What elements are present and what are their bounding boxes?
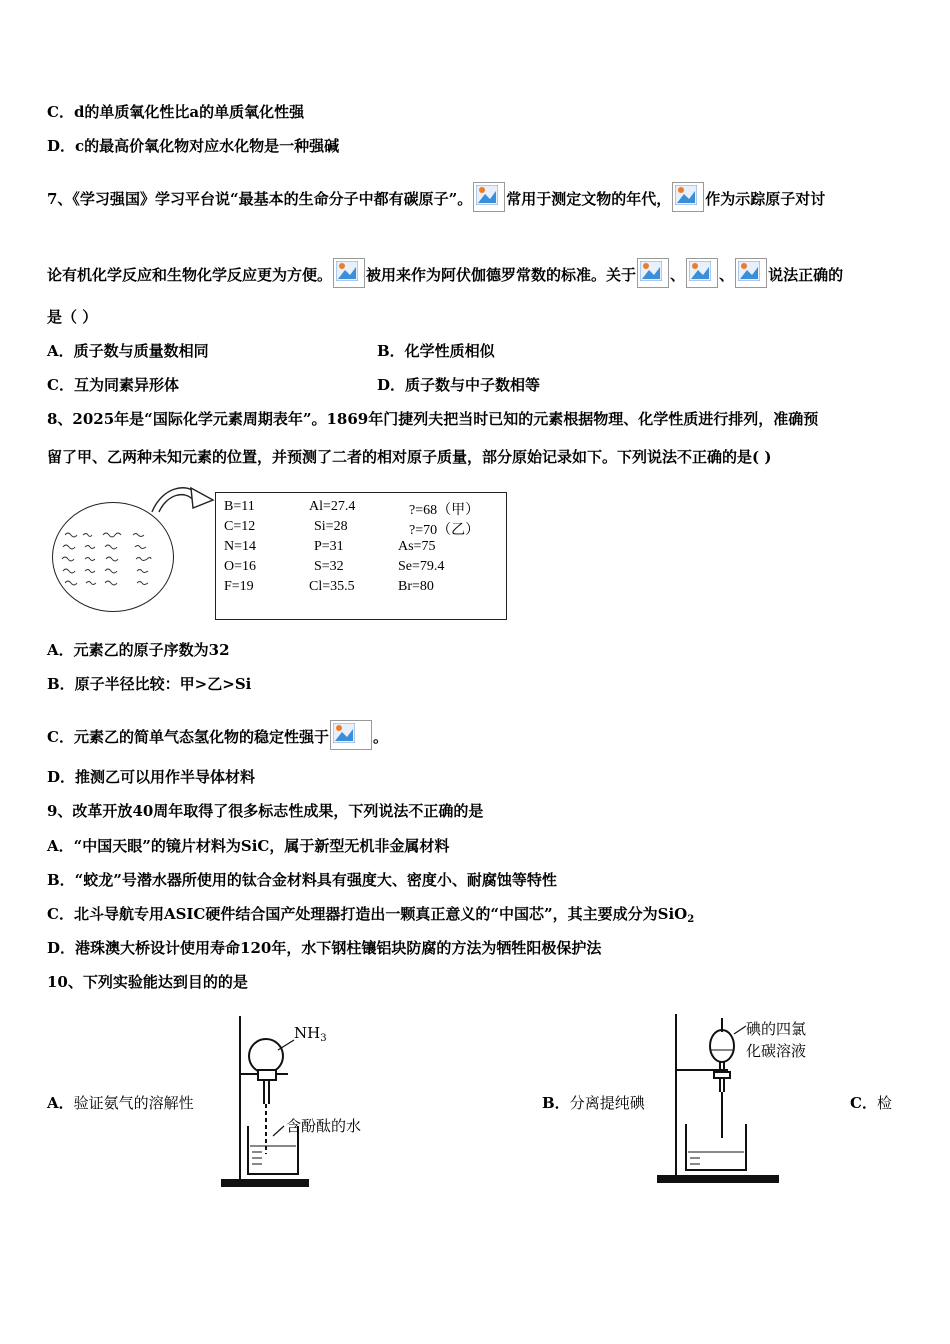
q7-stem-text-1: 7、《学习强国》学习平台说“最基本的生命分子中都有碳原子”。 bbox=[47, 190, 473, 208]
q10-option-a-letter: A． bbox=[47, 1094, 74, 1112]
separatory-funnel-drawing bbox=[650, 1012, 830, 1192]
q9-option-b: B．“蛟龙”号潜水器所使用的钛合金材料具有强度大、密度小、耐腐蚀等特性 bbox=[47, 871, 557, 889]
q9-option-a: A．“中国天眼”的镜片材料为SiC，属于新型无机非金属材料 bbox=[47, 837, 450, 855]
q8-option-a: A．元素乙的原子序数为32 bbox=[47, 641, 230, 659]
table-cell: Si=28 bbox=[314, 519, 348, 534]
broken-image-icon bbox=[330, 720, 372, 750]
q9-option-c-text: C．北斗导航专用ASIC硬件结合国产处理器打造出一颗真正意义的“中国芯”，其主要成分为SiO bbox=[47, 905, 688, 923]
table-cell: P=31 bbox=[314, 539, 344, 554]
q9-option-c-subscript: 2 bbox=[687, 914, 695, 925]
q7-stem-line-2 bbox=[47, 258, 843, 288]
q7-separator-1: 、 bbox=[670, 266, 686, 284]
q6-option-d: D．c的最高价氧化物对应水化物是一种强碱 bbox=[47, 137, 340, 155]
q8-option-c bbox=[47, 720, 388, 750]
separatory-funnel-apparatus bbox=[650, 1012, 830, 1192]
broken-image-icon bbox=[473, 182, 505, 212]
q10-option-b-letter: B． bbox=[542, 1094, 570, 1112]
q7-option-a: A．质子数与质量数相同 bbox=[47, 342, 209, 360]
q8-option-d: D．推测乙可以用作半导体材料 bbox=[47, 768, 256, 786]
q10-option-a-text: 验证氨气的溶解性 bbox=[73, 1094, 194, 1112]
q9-stem: 9、改革开放40周年取得了很多标志性成果，下列说法不正确的是 bbox=[47, 802, 484, 820]
iodine-ccl4-label-2: 化碳溶液 bbox=[746, 1042, 807, 1060]
table-cell: Al=27.4 bbox=[309, 499, 356, 514]
q6-option-c: C．d的单质氧化性比a的单质氧化性强 bbox=[47, 103, 305, 121]
q7-separator-2: 、 bbox=[719, 266, 735, 284]
table-cell: B=11 bbox=[224, 499, 255, 514]
q8-option-c-text: C．元素乙的简单气态氢化物的稳定性强于 bbox=[47, 728, 329, 746]
broken-image-icon bbox=[735, 258, 767, 288]
iodine-ccl4-label-1: 碘的四氯 bbox=[746, 1020, 807, 1038]
q7-stem-text-3: 作为示踪原子对讨 bbox=[705, 190, 826, 208]
q9-option-d: D．港珠澳大桥设计使用寿命120年，水下钢柱镶铝块防腐的方法为牺牲阳极保护法 bbox=[47, 939, 602, 957]
table-cell: O=16 bbox=[224, 559, 257, 574]
q7-option-c: C．互为同素异形体 bbox=[47, 376, 179, 394]
broken-image-icon bbox=[672, 182, 704, 212]
table-cell: Se=79.4 bbox=[398, 559, 445, 574]
curved-arrow-icon bbox=[147, 482, 217, 522]
broken-image-icon bbox=[637, 258, 669, 288]
q7-stem-text-5: 被用来作为阿伏伽德罗常数的标准。关于 bbox=[366, 266, 637, 284]
q10-option-b-text: 分离提纯碘 bbox=[569, 1094, 645, 1112]
q8-option-b: B．原子半径比较：甲>乙>Si bbox=[47, 675, 252, 693]
table-cell: N=14 bbox=[224, 539, 257, 554]
table-cell: F=19 bbox=[224, 579, 254, 594]
q7-stem-line-1 bbox=[47, 182, 825, 212]
q10-option-c-letter: C． bbox=[850, 1094, 877, 1112]
broken-image-icon bbox=[686, 258, 718, 288]
ammonia-fountain-apparatus bbox=[218, 1014, 388, 1194]
q7-stem-line-3: 是（ ） bbox=[47, 308, 98, 326]
phenolphthalein-water-label: 含酚酞的水 bbox=[286, 1117, 362, 1135]
table-cell: Cl=35.5 bbox=[309, 579, 355, 594]
q8-stem-line-2: 留了甲、乙两种未知元素的位置，并预测了二者的相对原子质量，部分原始记录如下。下列说法不正确的是( ) bbox=[47, 448, 772, 466]
q7-option-b: B．化学性质相似 bbox=[377, 342, 495, 360]
mendeleev-record-figure bbox=[47, 482, 509, 622]
q7-stem-text-6: 说法正确的 bbox=[768, 266, 844, 284]
table-cell: ?=68（甲） bbox=[409, 503, 480, 518]
broken-image-icon bbox=[333, 258, 365, 288]
table-cell: Br=80 bbox=[398, 579, 434, 594]
table-cell: ?=70（乙） bbox=[409, 523, 480, 538]
q8-stem-line-1: 8、2025年是“国际化学元素周期表年”。1869年门捷列夫把当时已知的元素根据物理、化学性质进行排列，准确预 bbox=[47, 410, 819, 428]
q9-option-c bbox=[47, 904, 694, 930]
q10-option-c bbox=[850, 1093, 892, 1113]
q10-option-c-text: 检 bbox=[876, 1094, 892, 1112]
q8-option-c-end: 。 bbox=[372, 728, 388, 746]
q7-stem-text-4: 论有机化学反应和生物化学反应更为方便。 bbox=[47, 266, 333, 284]
table-cell: S=32 bbox=[314, 559, 344, 574]
q10-stem: 10、下列实验能达到目的的是 bbox=[47, 973, 248, 991]
q10-option-b bbox=[542, 1093, 645, 1113]
table-cell: As=75 bbox=[398, 539, 436, 554]
periodic-record-table bbox=[215, 492, 507, 620]
q7-stem-text-2: 常用于测定文物的年代， bbox=[506, 190, 672, 208]
nh3-label: $NH_3$ bbox=[294, 1024, 327, 1044]
q10-option-a bbox=[47, 1093, 194, 1113]
table-cell: C=12 bbox=[224, 519, 256, 534]
q7-option-d: D．质子数与中子数相等 bbox=[377, 376, 541, 394]
